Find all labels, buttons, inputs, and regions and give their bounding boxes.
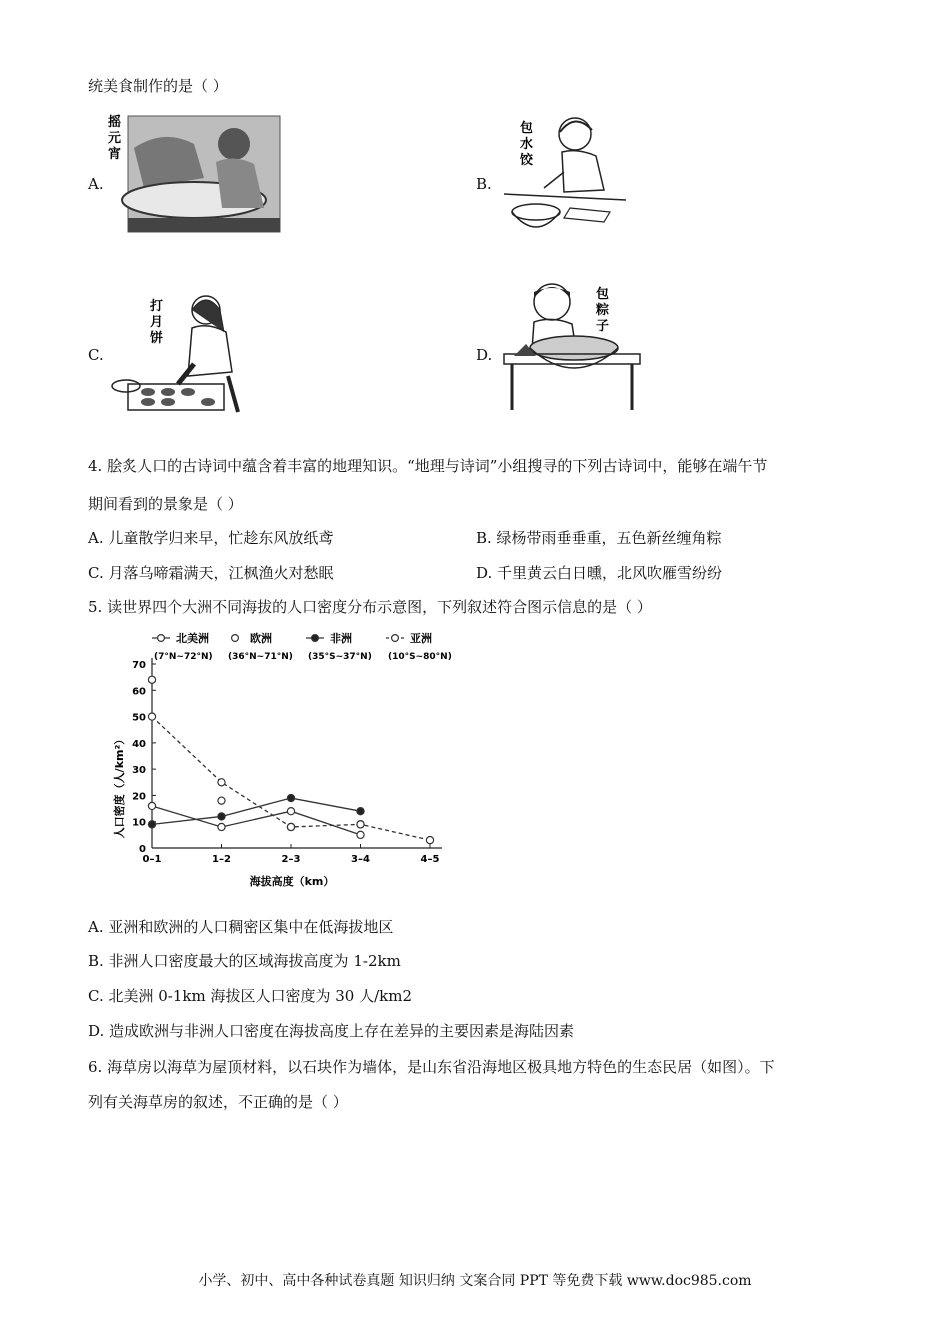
data-point	[426, 837, 433, 844]
legend-entry-name: 欧洲	[250, 632, 272, 645]
making-mooncakes-picture	[108, 292, 248, 422]
legend-entry-range: (35°S~37°N)	[308, 652, 372, 662]
q4-option-c: C. 月落乌啼霜满天，江枫渔火对愁眠	[88, 564, 334, 582]
data-point	[218, 779, 225, 786]
caption-mooncake-3: 饼	[150, 331, 164, 346]
chart-legend	[152, 631, 452, 662]
making-yuanxiao-picture	[104, 108, 284, 236]
q4-option-a: A. 儿童散学归来早，忙趁东风放纸鸢	[88, 529, 334, 547]
q4-option-b: B. 绿杨带雨垂垂重，五色新丝缠角粽	[476, 529, 722, 547]
x-axis-label: 海拔高度（km）	[249, 875, 335, 888]
y-tick-label: 40	[132, 738, 146, 750]
caption-mooncake-1: 打	[150, 299, 164, 314]
y-tick-label: 0	[139, 844, 146, 855]
caption-mooncake-2: 月	[150, 315, 164, 330]
q3-option-d-letter: D.	[476, 346, 493, 364]
caption-yuanxiao-2: 元	[108, 131, 122, 146]
caption-dumpling-3: 饺	[520, 153, 534, 168]
legend-entry-range: (36°N~71°N)	[228, 652, 293, 662]
q5-option-d: D. 造成欧洲与非洲人口密度在海拔高度上存在差异的主要因素是海陆因素	[88, 1022, 575, 1040]
legend-marker	[158, 635, 165, 642]
data-point	[357, 821, 364, 828]
data-point	[148, 821, 155, 828]
x-tick-label: 2–3	[281, 854, 301, 865]
y-axis-label: 人口密度（人/km²）	[113, 733, 126, 839]
legend-entry-name: 亚洲	[410, 632, 432, 645]
caption-dumpling-2: 水	[520, 137, 534, 152]
q6-stem-line2: 列有关海草房的叙述，不正确的是（ ）	[88, 1093, 348, 1111]
caption-zongzi-3: 子	[596, 319, 610, 334]
data-point	[357, 831, 364, 838]
y-tick-label: 60	[132, 686, 146, 698]
legend-marker	[232, 635, 239, 642]
legend-entry-range: (10°S~80°N)	[388, 652, 452, 662]
data-point	[218, 797, 225, 804]
q3-option-b-letter: B.	[476, 175, 492, 193]
making-zongzi-picture	[500, 278, 646, 418]
q4-option-d: D. 千里黄云白日曛，北风吹雁雪纷纷	[476, 564, 723, 582]
data-point	[287, 794, 294, 801]
caption-zongzi-2: 粽	[596, 303, 610, 318]
data-point	[148, 802, 155, 809]
caption-dumpling-1: 包	[520, 121, 534, 136]
q3-stem-tail: 统美食制作的是（ ）	[88, 77, 228, 95]
x-tick-label: 1–2	[212, 854, 231, 865]
data-point	[148, 713, 155, 720]
q5-option-a: A. 亚洲和欧洲的人口稠密区集中在低海拔地区	[88, 918, 394, 936]
y-tick-label: 10	[132, 817, 146, 829]
y-tick-label: 50	[132, 712, 146, 724]
data-point	[287, 823, 294, 830]
q6-stem-line1: 6. 海草房以海草为屋顶材料，以石块作为墙体，是山东省沿海地区极具地方特色的生态民居（如图）。下	[88, 1058, 775, 1076]
data-point	[218, 823, 225, 830]
population-density-chart	[96, 628, 486, 898]
data-point	[148, 676, 155, 683]
series-line-2	[152, 798, 361, 824]
legend-marker	[392, 635, 399, 642]
q5-stem: 5. 读世界四个大洲不同海拔的人口密度分布示意图，下列叙述符合图示信息的是（ ）	[88, 598, 652, 616]
y-tick-label: 20	[132, 791, 146, 803]
q5-option-b: B. 非洲人口密度最大的区域海拔高度为 1-2km	[88, 952, 401, 970]
chart-axes	[132, 658, 442, 865]
legend-marker	[312, 635, 319, 642]
data-point	[218, 813, 225, 820]
q4-stem-line1: 4. 脍炙人口的古诗词中蕴含着丰富的地理知识。“地理与诗词”小组搜寻的下列古诗词中，能够在端午节	[88, 457, 768, 475]
caption-yuanxiao-1: 摇	[108, 115, 122, 130]
q3-option-c-letter: C.	[88, 346, 104, 364]
q4-stem-line2: 期间看到的景象是（ ）	[88, 495, 243, 513]
x-tick-label: 4–5	[420, 854, 440, 865]
chart-plot-area	[148, 676, 433, 844]
data-point	[287, 808, 294, 815]
y-tick-label: 30	[132, 765, 146, 777]
legend-entry-range: (7°N~72°N)	[154, 652, 213, 662]
legend-entry-name: 北美洲	[176, 632, 209, 645]
page-footer: 小学、初中、高中各种试卷真题 知识归纳 文案合同 PPT 等免费下载 www.doc985.com	[198, 1273, 752, 1289]
data-point	[357, 808, 364, 815]
x-tick-label: 0–1	[142, 854, 162, 865]
q3-option-a-letter: A.	[88, 175, 104, 193]
y-tick-label: 70	[132, 660, 146, 671]
q5-option-c: C. 北美洲 0-1km 海拔区人口密度为 30 人/km2	[88, 987, 413, 1005]
x-tick-label: 3–4	[351, 854, 370, 865]
making-dumplings-picture	[500, 112, 630, 242]
series-line-3	[152, 717, 430, 841]
caption-zongzi-1: 包	[596, 287, 610, 302]
legend-entry-name: 非洲	[330, 632, 352, 645]
caption-yuanxiao-3: 宵	[108, 147, 122, 162]
